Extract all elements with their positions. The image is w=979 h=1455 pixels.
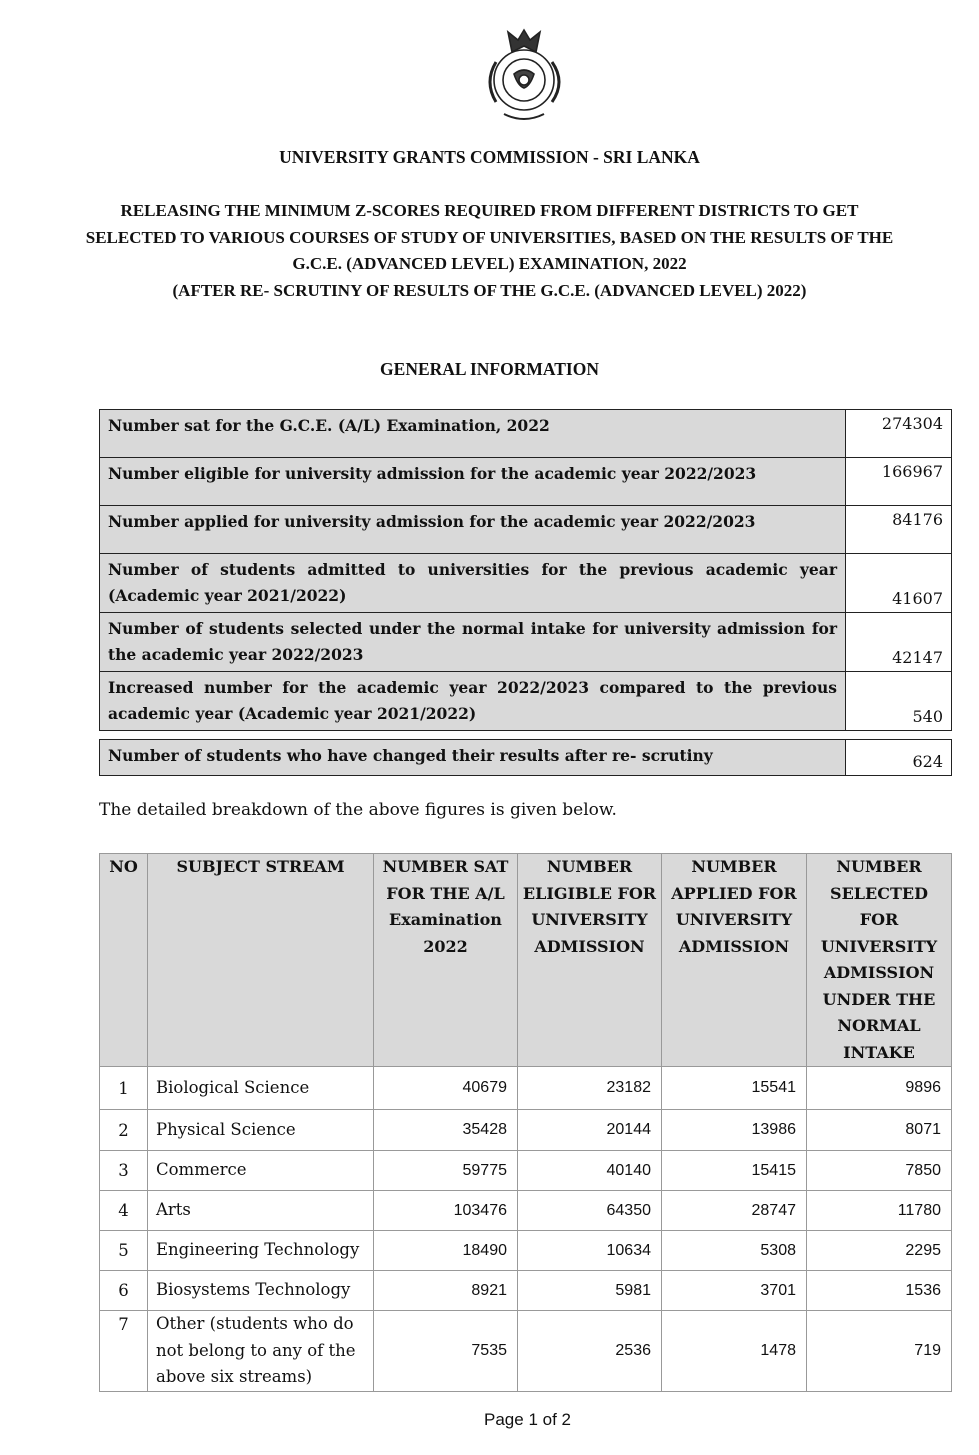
- rescrutiny-row: [100, 740, 952, 776]
- row-stream: Other (students who do not belong to any of the above six streams): [148, 1311, 374, 1392]
- col-header-number-applied: NUMBER APPLIED FOR UNIVERSITY ADMISSION: [662, 854, 807, 1067]
- general-info-row: [100, 506, 952, 554]
- row-eligible: 23182: [518, 1067, 662, 1110]
- row-applied: 13986: [662, 1110, 807, 1151]
- general-info-label: Increased number for the academic year 2022/2023 compared to the previous academic year (Academic year 2021/2022): [100, 672, 846, 731]
- general-info-heading: GENERAL INFORMATION: [380, 359, 599, 379]
- title-line-4: (AFTER RE- SCRUTINY OF RESULTS OF THE G.C.E. (ADVANCED LEVEL) 2022): [172, 280, 807, 300]
- row-sat: 35428: [374, 1110, 518, 1151]
- title-line-1: RELEASING THE MINIMUM Z-SCORES REQUIRED FROM DIFFERENT DISTRICTS TO GET: [120, 201, 859, 220]
- organization-name: UNIVERSITY GRANTS COMMISSION - SRI LANKA: [279, 147, 700, 167]
- row-no: 2: [100, 1110, 148, 1151]
- row-eligible: 2536: [518, 1311, 662, 1392]
- table-row: [100, 1231, 952, 1271]
- table-row: [100, 1151, 952, 1191]
- row-no: 6: [100, 1271, 148, 1311]
- general-info-label: Number eligible for university admission for the academic year 2022/2023: [100, 458, 846, 506]
- row-sat: 59775: [374, 1151, 518, 1191]
- row-no: 3: [100, 1151, 148, 1191]
- row-eligible: 64350: [518, 1191, 662, 1231]
- row-stream: Biosystems Technology: [148, 1271, 374, 1311]
- col-header-no: NO: [100, 854, 148, 1067]
- general-info-value: 166967: [846, 458, 952, 506]
- general-info-row: [100, 613, 952, 672]
- general-info-value: 41607: [846, 554, 952, 613]
- row-selected: 9896: [807, 1067, 952, 1110]
- row-applied: 1478: [662, 1311, 807, 1392]
- table-row: [100, 1067, 952, 1110]
- row-applied: 15541: [662, 1067, 807, 1110]
- row-eligible: 40140: [518, 1151, 662, 1191]
- row-eligible: 20144: [518, 1110, 662, 1151]
- row-applied: 5308: [662, 1231, 807, 1271]
- general-info-value: 84176: [846, 506, 952, 554]
- row-sat: 18490: [374, 1231, 518, 1271]
- table-row: [100, 1311, 952, 1392]
- row-sat: 8921: [374, 1271, 518, 1311]
- general-info-row: [100, 672, 952, 731]
- row-sat: 7535: [374, 1311, 518, 1392]
- title-line-2: SELECTED TO VARIOUS COURSES OF STUDY OF UNIVERSITIES, BASED ON THE RESULTS OF THE: [85, 227, 894, 247]
- row-sat: 40679: [374, 1067, 518, 1110]
- general-info-label: Number applied for university admission for the academic year 2022/2023: [100, 506, 846, 554]
- row-applied: 15415: [662, 1151, 807, 1191]
- col-header-number-eligible: NUMBER ELIGIBLE FOR UNIVERSITY ADMISSION: [518, 854, 662, 1067]
- row-no: 4: [100, 1191, 148, 1231]
- row-sat: 103476: [374, 1191, 518, 1231]
- table-row: [100, 1110, 952, 1151]
- breakdown-header-row: [100, 854, 952, 1067]
- row-selected: 8071: [807, 1110, 952, 1151]
- general-info-label: Number of students selected under the normal intake for university admission for the academic year 2022/2023: [100, 613, 846, 672]
- breakdown-intro: The detailed breakdown of the above figures is given below.: [99, 800, 617, 820]
- general-info-row: [100, 410, 952, 458]
- row-stream: Biological Science: [148, 1067, 374, 1110]
- row-no: 7: [100, 1311, 148, 1392]
- col-header-subject-stream: SUBJECT STREAM: [148, 854, 374, 1067]
- rescrutiny-label: Number of students who have changed their results after re- scrutiny: [100, 740, 846, 776]
- table-row: [100, 1191, 952, 1231]
- page-number: Page 1 of 2: [484, 1410, 571, 1429]
- breakdown-table: [99, 853, 952, 1392]
- ugc-emblem-logo: [474, 22, 578, 130]
- row-eligible: 10634: [518, 1231, 662, 1271]
- row-stream: Physical Science: [148, 1110, 374, 1151]
- row-eligible: 5981: [518, 1271, 662, 1311]
- document-title: [0, 198, 979, 304]
- table-row: [100, 1271, 952, 1311]
- row-stream: Arts: [148, 1191, 374, 1231]
- col-header-number-sat: NUMBER SAT FOR THE A/L Examination 2022: [374, 854, 518, 1067]
- row-selected: 11780: [807, 1191, 952, 1231]
- row-applied: 3701: [662, 1271, 807, 1311]
- row-stream: Engineering Technology: [148, 1231, 374, 1271]
- row-selected: 2295: [807, 1231, 952, 1271]
- rescrutiny-table: [99, 739, 952, 776]
- row-selected: 1536: [807, 1271, 952, 1311]
- row-no: 5: [100, 1231, 148, 1271]
- general-info-value: 42147: [846, 613, 952, 672]
- general-info-table: [99, 409, 952, 731]
- general-info-value: 274304: [846, 410, 952, 458]
- general-info-row: [100, 554, 952, 613]
- rescrutiny-value: 624: [846, 740, 952, 776]
- general-info-value: 540: [846, 672, 952, 731]
- title-line-3: G.C.E. (ADVANCED LEVEL) EXAMINATION, 2022: [292, 254, 687, 273]
- general-info-label: Number of students admitted to universities for the previous academic year (Academic year 2021/2022): [100, 554, 846, 613]
- row-no: 1: [100, 1067, 148, 1110]
- col-header-number-selected: NUMBER SELECTED FOR UNIVERSITY ADMISSION UNDER THE NORMAL INTAKE: [807, 854, 952, 1067]
- row-selected: 719: [807, 1311, 952, 1392]
- row-stream: Commerce: [148, 1151, 374, 1191]
- row-applied: 28747: [662, 1191, 807, 1231]
- general-info-row: [100, 458, 952, 506]
- row-selected: 7850: [807, 1151, 952, 1191]
- general-info-label: Number sat for the G.C.E. (A/L) Examination, 2022: [100, 410, 846, 458]
